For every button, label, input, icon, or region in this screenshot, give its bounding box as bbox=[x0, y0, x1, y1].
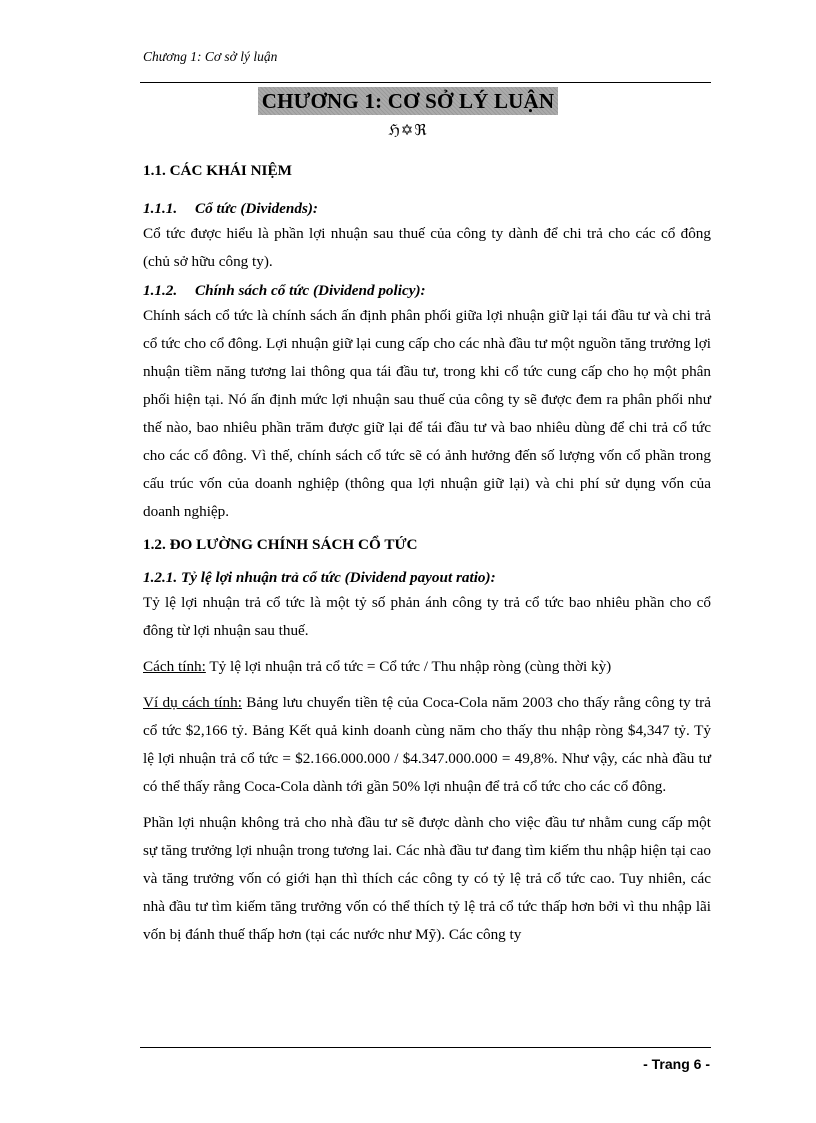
document-body bbox=[143, 160, 711, 949]
formula-label: Cách tính: bbox=[143, 658, 206, 675]
header-rule bbox=[140, 82, 711, 83]
example-label: Ví dụ cách tính: bbox=[143, 694, 242, 711]
heading-1-1-1-number: 1.1.1. bbox=[143, 200, 178, 217]
chapter-title: CHƯƠNG 1: CƠ SỞ LÝ LUẬN bbox=[258, 87, 559, 115]
example-paragraph bbox=[143, 689, 711, 801]
heading-1-1-2 bbox=[143, 282, 711, 300]
page-number: - Trang 6 - bbox=[643, 1056, 710, 1072]
example-text: Bảng lưu chuyển tiền tệ của Coca-Cola năm 2003 cho thấy rằng công ty trả cổ tức $2,166 tỷ. Bảng Kết quả kinh doanh cùng năm cho thấy thu nhập ròng $4,347 tỷ. Tỷ lệ lợi nhuận trả cổ tức = $2.166.000.000 / $4.347.000.000 = 49,8%. Như vậy, các nhà đầu tư có thể thấy rằng Coca-Cola dành tới gần 50% lợi nhuận để trả cổ tức cho các cổ đông. bbox=[143, 694, 711, 795]
heading-1-1-2-title: Chính sách cổ tức (Dividend policy): bbox=[195, 282, 426, 299]
footer-rule bbox=[140, 1047, 711, 1048]
heading-1-2-1: 1.2.1. Tỷ lệ lợi nhuận trả cổ tức (Dividend payout ratio): bbox=[143, 569, 496, 586]
paragraph-retained-earnings: Phần lợi nhuận không trả cho nhà đầu tư sẽ được dành cho việc đầu tư nhằm cung cấp một sự tăng trưởng lợi nhuận trong tương lai. Các nhà đầu tư đang tìm kiếm thu nhập hiện tại cao và tăng trưởng vốn có giới hạn thì thích các công ty có tỷ lệ trả cổ tức cao. Tuy nhiên, các nhà đầu tư tìm kiếm tăng trưởng vốn có thể thích tỷ lệ trả cổ tức thấp hơn bởi vì thu nhập lãi vốn bị đánh thuế thấp hơn (tại các nước như Mỹ). Các công ty bbox=[143, 814, 711, 943]
heading-1-1-1 bbox=[143, 200, 711, 218]
paragraph-dividend-policy: Chính sách cổ tức là chính sách ấn định phân phối giữa lợi nhuận giữ lại tái đầu tư và chi trả cổ tức cho cổ đông. Lợi nhuận giữ lại cung cấp cho các nhà đầu tư một nguồn tăng trưởng lợi nhuận tiềm năng tương lai thông qua tái đầu tư, trong khi cổ tức cung cấp cho họ một phân phối hiện tại. Nó ấn định mức lợi nhuận sau thuế của công ty sẽ được đem ra phân phối như thế nào, bao nhiêu phần trăm được giữ lại để tái đầu tư và bao nhiêu dùng để chi trả cổ tức cho các cổ đông. Vì thế, chính sách cổ tức sẽ có ảnh hưởng đến số lượng vốn cổ phần trong cấu trúc vốn của doanh nghiệp (thông qua lợi nhuận giữ lại) và chi phí sử dụng vốn của doanh nghiệp. bbox=[143, 307, 711, 520]
heading-1-2: 1.2. ĐO LƯỜNG CHÍNH SÁCH CỔ TỨC bbox=[143, 536, 418, 553]
heading-1-1-2-number: 1.1.2. bbox=[143, 282, 178, 299]
heading-1-1: 1.1. CÁC KHÁI NIỆM bbox=[143, 162, 292, 179]
formula-line bbox=[143, 653, 711, 681]
heading-1-1-1-title: Cổ tức (Dividends): bbox=[195, 200, 318, 217]
ornament-glyphs: ℌ✡ℜ bbox=[388, 123, 428, 139]
formula-text: Tỷ lệ lợi nhuận trả cổ tức = Cổ tức / Thu nhập ròng (cùng thời kỳ) bbox=[205, 658, 612, 675]
running-header: Chương 1: Cơ sở lý luận bbox=[143, 49, 278, 64]
paragraph-payout-ratio: Tỷ lệ lợi nhuận trả cổ tức là một tỷ số phản ánh công ty trả cổ tức bao nhiêu phần cho cổ đông từ lợi nhuận sau thuế. bbox=[143, 594, 711, 639]
paragraph-dividends: Cổ tức được hiểu là phần lợi nhuận sau thuế của công ty dành để chi trả cho các cổ đông (chủ sở hữu công ty). bbox=[143, 225, 711, 270]
